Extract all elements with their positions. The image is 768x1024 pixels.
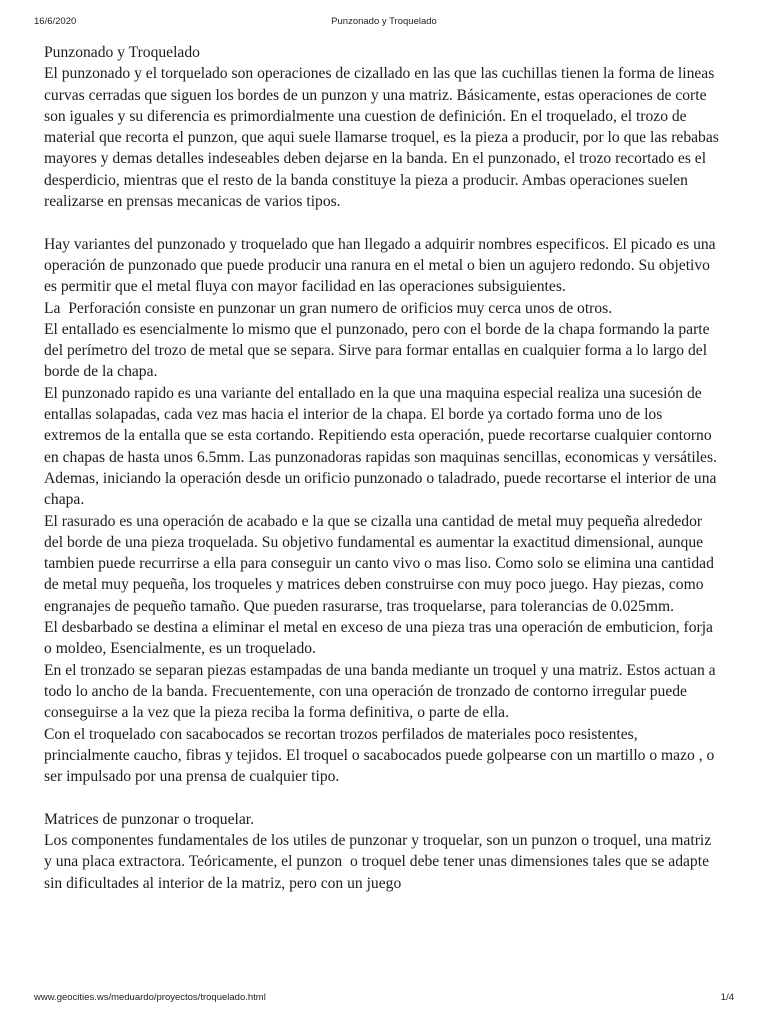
paragraph-intro: El punzonado y el torquelado son operaciones de cizallado en las que las cuchillas tienen la forma de lineas curvas cerradas que siguen los bordes de un punzon y una matriz. Básicamente, estas operaciones de corte son iguales y su diferencia es primordialmente una cuestion de definición. En el troquelado, el trozo de material que recorta el punzon, que aqui suele llamarse troquel, es la pieza a producir, por lo que las rebabas mayores y demas detalles indeseables deben dejarse en la banda. En el punzonado, el trozo recortado es el desperdicio, mientras que el resto de la banda constituye la pieza a producir. Ambas operaciones suelen realizarse en prensas mecanicas de varios tipos. bbox=[44, 65, 723, 211]
section-subheading: Matrices de punzonar o troquelar. bbox=[44, 810, 255, 828]
page-number: 1/4 bbox=[720, 992, 734, 1003]
print-title: Punzonado y Troquelado bbox=[331, 16, 437, 27]
document-body bbox=[44, 42, 723, 894]
paragraph-sacabocados: Con el troquelado con sacabocados se recortan trozos perfilados de materiales poco resistentes, princialmente caucho, fibras y tejidos. El troquel o sacabocados puede golpearse con un martillo o mazo , o ser impulsado por una prensa de cualquier tipo. bbox=[44, 725, 719, 786]
paragraph-punzonado-rapido: El punzonado rapido es una variante del entallado en la que una maquina especial realiza una sucesión de entallas solapadas, cada vez mas hacia el interior de la chapa. El borde ya cortado forma uno de los extremos de la entalla que se esta cortando. Repitiendo esta operación, puede recortarse cualquier contorno en chapas de hasta unos 6.5mm. Las punzonadoras rapidas son maquinas sencillas, economicas y versátiles. Ademas, iniciando la operación desde un orificio punzonado o taladrado, puede recortarse el interior de una chapa. bbox=[44, 384, 721, 509]
document-heading: Punzonado y Troquelado bbox=[44, 44, 200, 61]
paragraph-variantes: Hay variantes del punzonado y troquelado que han llegado a adquirir nombres especificos. El picado es una operación de punzonado que puede producir una ranura en el metal o bien un agujero redondo. Su objetivo es permitir que el metal fluya con mayor facilidad en las operaciones subsiguientes. bbox=[44, 235, 720, 296]
print-footer bbox=[34, 992, 734, 1006]
paragraph-perforacion: La Perforación consiste en punzonar un gran numero de orificios muy cerca unos de otros. bbox=[44, 299, 613, 317]
paragraph-matrices: Los componentes fundamentales de los utiles de punzonar y troquelar, son un punzon o troquel, una matriz y una placa extractora. Teóricamente, el punzon o troquel debe tener unas dimensiones tales que se adapte sin dificultades al interior de la matriz, pero con un juego bbox=[44, 831, 716, 892]
paragraph-entallado: El entallado es esencialmente lo mismo que el punzonado, pero con el borde de la chapa formando la parte del perímetro del trozo de metal que se separa. Sirve para formar entallas en cualquier forma a lo largo del borde de la chapa. bbox=[44, 320, 714, 381]
paragraph-tronzado: En el tronzado se separan piezas estampadas de una banda mediante un troquel y una matriz. Estos actuan a todo lo ancho de la banda. Frecuentemente, con una operación de tronzado de contorno irregular puede conseguirse a la vez que la pieza reciba la forma definitiva, o parte de ella. bbox=[44, 661, 720, 722]
paragraph-spacer bbox=[44, 787, 720, 808]
paragraph-rasurado: El rasurado es una operación de acabado e la que se cizalla una cantidad de metal muy pequeña alrededor del borde de una pieza troquelada. Su objetivo fundamental es aumentar la exactitud dimensional, aunque tambien puede recurrirse a ella para conseguir un canto vivo o mas liso. Como solo se elimina una cantidad de metal muy pequeña, los troqueles y matrices deben construirse con muy poco juego. Hay piezas, como engranajes de pequeño tamaño. Que pueden rasurarse, tras troquelarse, para tolerancias de 0.025mm. bbox=[44, 512, 718, 615]
source-url: www.geocities.ws/meduardo/proyectos/troquelado.html bbox=[34, 992, 266, 1003]
print-date: 16/6/2020 bbox=[34, 16, 77, 27]
print-header bbox=[34, 16, 734, 30]
paragraph-spacer bbox=[44, 212, 720, 233]
paragraph-desbarbado: El desbarbado se destina a eliminar el metal en exceso de una pieza tras una operación de embuticion, forja o moldeo, Esencialmente, es un troquelado. bbox=[44, 619, 717, 658]
